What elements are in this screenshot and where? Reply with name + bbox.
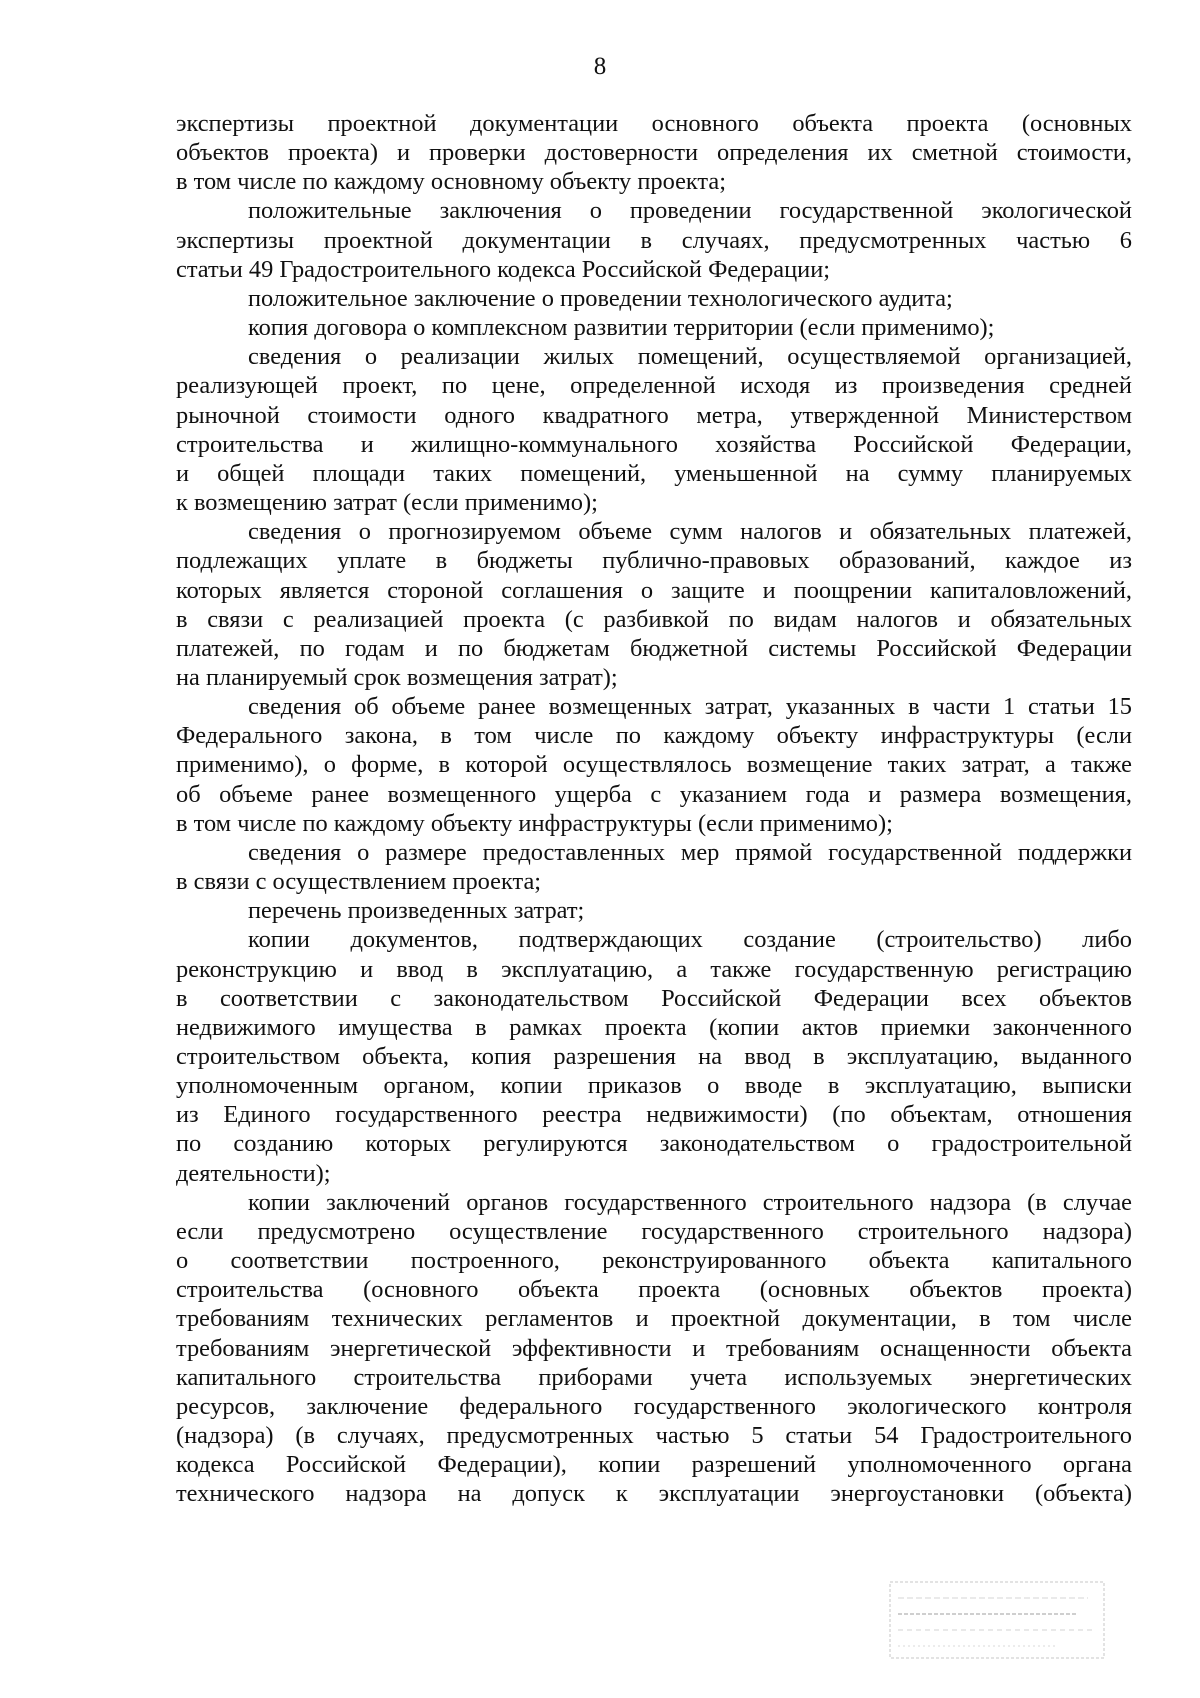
paragraph <box>176 284 1132 313</box>
paragraph <box>176 692 1132 838</box>
stamp-frame <box>888 1580 1106 1660</box>
text-line: если предусмотрено осуществление государственного строительного надзора) <box>176 1217 1132 1245</box>
text-line: положительное заключение о проведении технологического аудита; <box>248 284 953 312</box>
text-line: сведения об объеме ранее возмещенных затрат, указанных в части 1 статьи 15 <box>248 693 1132 721</box>
text-line: платежей, по годам и по бюджетам бюджетной системы Российской Федерации <box>176 634 1132 662</box>
text-line: которых является стороной соглашения о защите и поощрении капиталовложений, <box>176 576 1132 604</box>
paragraph <box>176 925 1132 1187</box>
text-line: экспертизы проектной документации основного объекта проекта (основных <box>176 110 1132 137</box>
text-line: из Единого государственного реестра недвижимости) (по объектам, отношения <box>176 1101 1132 1129</box>
text-line: перечень произведенных затрат; <box>248 897 585 925</box>
text-line: реконструкцию и ввод в эксплуатацию, а также государственную регистрацию <box>176 955 1132 983</box>
text-line: Федерального закона, в том числе по каждому объекту инфраструктуры (если <box>176 722 1132 750</box>
text-line: сведения о прогнозируемом объеме сумм налогов и обязательных платежей, <box>248 518 1132 546</box>
text-line: строительства (основного объекта проекта (основных объектов проекта) <box>176 1276 1132 1304</box>
paragraph <box>176 313 1132 342</box>
text-line: копии заключений органов государственного строительного надзора (в случае <box>248 1188 1132 1216</box>
text-line: уполномоченным органом, копии приказов о вводе в эксплуатацию, выписки <box>176 1072 1132 1100</box>
text-line: и общей площади таких помещений, уменьшенной на сумму планируемых <box>176 459 1132 487</box>
text-line: ресурсов, заключение федерального государственного экологического контроля <box>176 1392 1132 1420</box>
text-line: строительством объекта, копия разрешения на ввод в эксплуатацию, выданного <box>176 1043 1132 1070</box>
paragraph <box>176 517 1132 692</box>
text-line: о соответствии построенного, реконструированного объекта капитального <box>176 1247 1132 1275</box>
text-line: строительства и жилищно-коммунального хозяйства Российской Федерации, <box>176 430 1132 458</box>
text-line: копия договора о комплексном развитии территории (если применимо); <box>248 314 995 342</box>
page-number: 8 <box>593 53 607 80</box>
text-line: в том числе по каждому объекту инфраструктуры (если применимо); <box>176 809 893 837</box>
text-line: технического надзора на допуск к эксплуатации энергоустановки (объекта) <box>176 1480 1132 1508</box>
text-line: требованиям энергетической эффективности и требованиям оснащенности объекта <box>176 1334 1132 1362</box>
paragraph <box>176 342 1132 517</box>
electronic-signature-stamp <box>888 1580 1106 1660</box>
text-line: (надзора) (в случаях, предусмотренных частью 5 статьи 54 Градостроительного <box>176 1422 1132 1450</box>
document-body <box>176 109 1132 1509</box>
text-line: кодекса Российской Федерации), копии разрешений уполномоченного органа <box>176 1451 1132 1479</box>
text-line: в соответствии с законодательством Российской Федерации всех объектов <box>176 984 1132 1012</box>
text-line: положительные заключения о проведении государственной экологической <box>248 197 1132 225</box>
text-line: деятельности); <box>176 1159 331 1187</box>
paragraph <box>176 196 1132 283</box>
paragraph <box>176 896 1132 925</box>
text-line: по созданию которых регулируются законодательством о градостроительной <box>176 1130 1132 1158</box>
text-line: в том числе по каждому основному объекту проекта; <box>176 168 726 196</box>
text-line: подлежащих уплате в бюджеты публично-правовых образований, каждое из <box>176 547 1132 575</box>
text-line: в связи с осуществлением проекта; <box>176 868 542 896</box>
text-line: экспертизы проектной документации в случаях, предусмотренных частью 6 <box>176 226 1132 254</box>
text-line: сведения о размере предоставленных мер прямой государственной поддержки <box>248 838 1132 866</box>
text-line: применимо), о форме, в которой осуществлялось возмещение таких затрат, а также <box>176 751 1132 779</box>
text-line: реализующей проект, по цене, определенной исходя из произведения средней <box>176 372 1132 400</box>
text-line: к возмещению затрат (если применимо); <box>176 489 598 517</box>
paragraph <box>176 1188 1132 1509</box>
text-line: требованиям технических регламентов и проектной документации, в том числе <box>176 1305 1132 1333</box>
text-line: объектов проекта) и проверки достоверности определения их сметной стоимости, <box>176 139 1132 167</box>
text-line: копии документов, подтверждающих создание (строительство) либо <box>248 926 1132 954</box>
text-line: статьи 49 Градостроительного кодекса Российской Федерации; <box>176 255 831 283</box>
text-line: сведения о реализации жилых помещений, осуществляемой организацией, <box>248 343 1132 371</box>
paragraph <box>176 838 1132 896</box>
text-line: рыночной стоимости одного квадратного метра, утвержденной Министерством <box>176 401 1132 429</box>
text-line: на планируемый срок возмещения затрат); <box>176 663 618 691</box>
paragraph <box>176 109 1132 196</box>
text-line: недвижимого имущества в рамках проекта (копии актов приемки законченного <box>176 1013 1132 1041</box>
text-line: капитального строительства приборами учета используемых энергетических <box>176 1363 1132 1391</box>
text-line: в связи с реализацией проекта (с разбивкой по видам налогов и обязательных <box>176 605 1132 633</box>
text-line: об объеме ранее возмещенного ущерба с указанием года и размера возмещения, <box>176 780 1132 808</box>
